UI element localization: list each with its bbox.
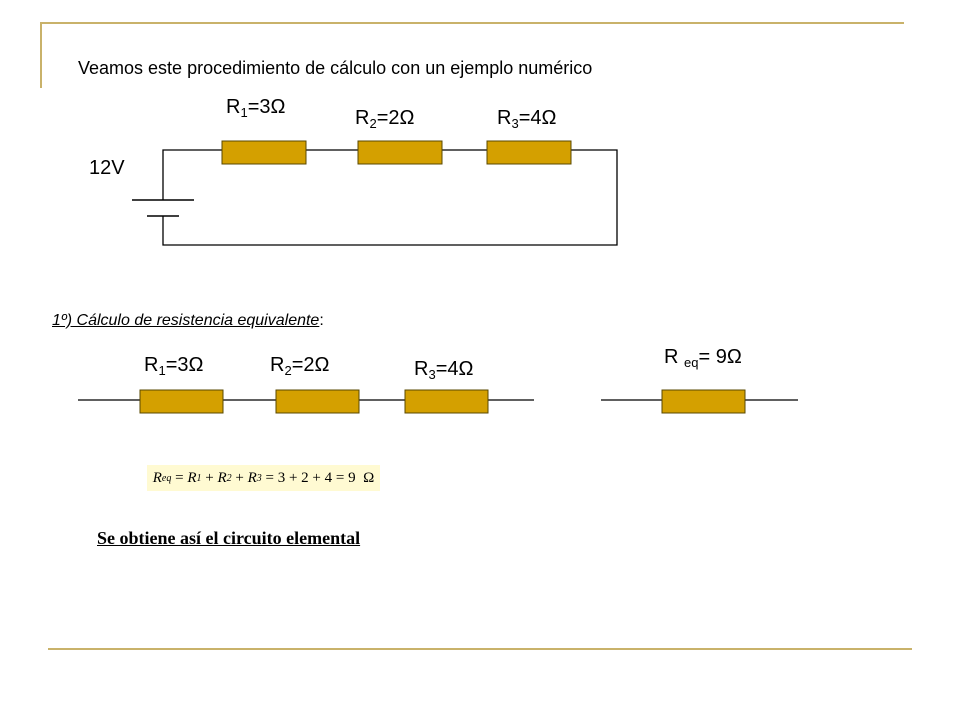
- step-heading: [52, 312, 324, 330]
- series-label-r2: $R_2=2\Omega$: [270, 354, 330, 378]
- circuit-resistor-3: [487, 141, 571, 164]
- result-text: Se obtiene así el circuito elemental: [97, 528, 361, 548]
- series-resistor-3: [405, 390, 488, 413]
- circuit-label-r1: $R_1=3\Omega$: [226, 96, 286, 120]
- equivalent-resistance-formula: R eq = R 1 + R 2 + R 3 = 3 + 2 + 4 = 9 Ω: [147, 465, 380, 491]
- equivalent-label: R $_{eq}$= 9Ω: [664, 346, 742, 370]
- equivalent-resistor: [662, 390, 745, 413]
- circuit-label-r3: $R_3=4\Omega$: [497, 107, 557, 131]
- series-resistor-2: [276, 390, 359, 413]
- battery-symbol: [132, 200, 194, 216]
- circuit-resistor-2: [358, 141, 442, 164]
- series-label-r3: $R_3=4\Omega$: [414, 358, 474, 382]
- source-voltage-label: 12V: [89, 157, 125, 179]
- series-resistors: [140, 390, 488, 413]
- circuit-label-r2: $R_2=2\Omega$: [355, 107, 415, 131]
- circuit-resistor-1: [222, 141, 306, 164]
- step-heading-colon: :: [319, 312, 324, 329]
- series-label-r1: $R_1=3\Omega$: [144, 354, 204, 378]
- circuit-resistors: [222, 141, 571, 164]
- intro-text: Veamos este procedimiento de cálculo con un ejemplo numérico: [78, 58, 593, 78]
- step-heading-text: 1º) Cálculo de resistencia equivalente: [52, 312, 320, 329]
- series-resistor-1: [140, 390, 223, 413]
